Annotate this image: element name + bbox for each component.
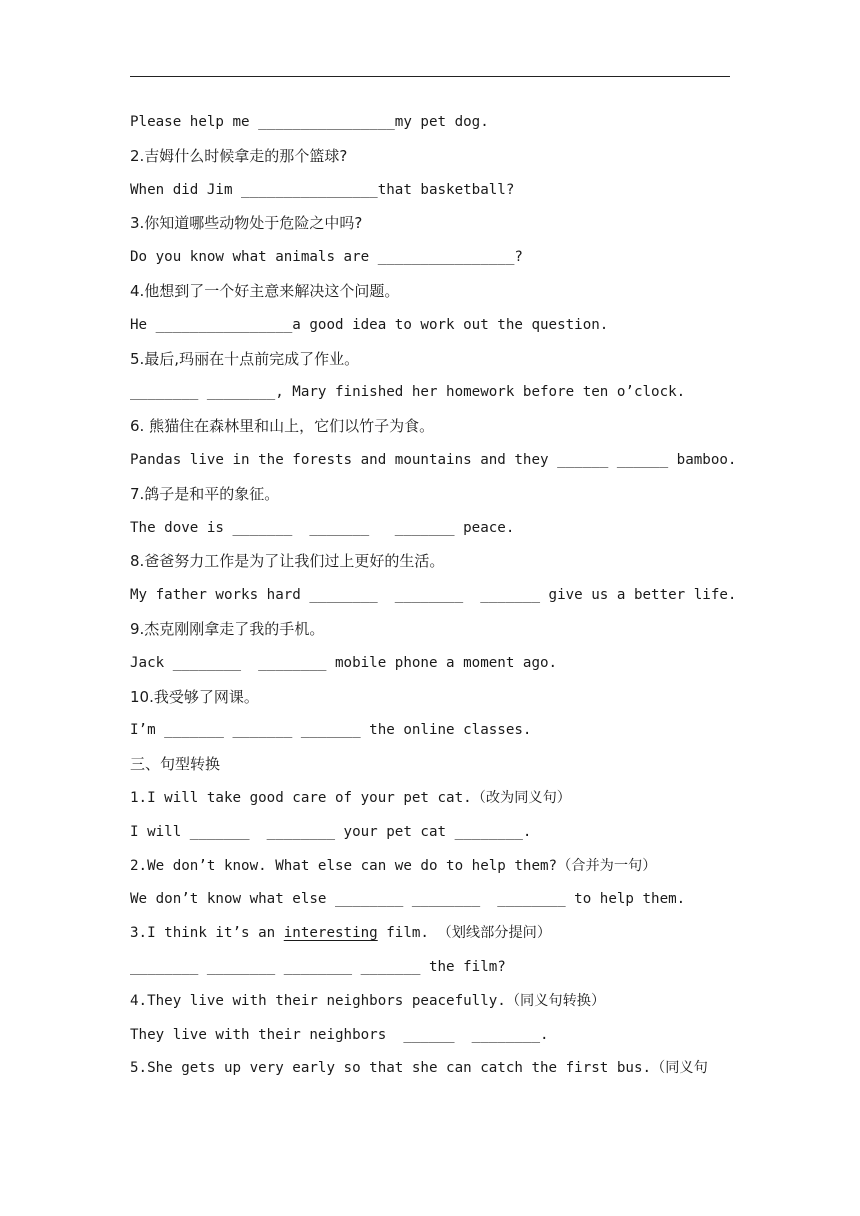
s3-q1-answer: I will _______ ________ your pet cat ________.	[130, 823, 532, 840]
q4-chinese: 4.他想到了一个好主意来解决这个问题。	[130, 281, 400, 300]
q7-english: The dove is _______ _______ _______ peace.	[130, 519, 515, 536]
s3-q3-prompt-tail: film. （划线部分提问）	[377, 925, 552, 942]
q7-chinese: 7.鸽子是和平的象征。	[130, 484, 280, 503]
q10-english: I’m _______ _______ _______ the online classes.	[130, 722, 532, 739]
s3-q2-prompt: 2.We don’t know. What else can we do to help them?（合并为一句）	[130, 857, 657, 874]
q8-english: My father works hard ________ ________ _______ give us a better life.	[130, 587, 737, 604]
q2-english: When did Jim ________________that basketball?	[130, 181, 515, 198]
underlined-word: interesting	[283, 925, 378, 942]
q5-english: ________ ________, Mary finished her homework before ten o’clock.	[130, 384, 686, 401]
exercise-lines	[130, 107, 737, 1087]
section-heading: 三、句型转换	[130, 755, 221, 774]
q2-chinese: 2.吉姆什么时候拿走的那个篮球?	[130, 146, 348, 165]
s3-q3-answer: ________ ________ ________ _______ the film?	[130, 958, 506, 975]
q3-english: Do you know what animals are ________________?	[130, 249, 523, 266]
q9-english: Jack ________ ________ mobile phone a moment ago.	[130, 654, 558, 671]
s3-q3-prompt	[130, 918, 730, 952]
header-rule	[130, 76, 730, 77]
q6-english: Pandas live in the forests and mountains and they ______ ______ bamboo.	[130, 451, 737, 468]
s3-q5-prompt: 5.She gets up very early so that she can catch the first bus.（同义句	[130, 1060, 708, 1077]
q6-chinese: 6. 熊猫住在森林里和山上，它们以竹子为食。	[130, 417, 435, 436]
q8-chinese: 8.爸爸努力工作是为了让我们过上更好的生活。	[130, 552, 445, 571]
q3-chinese: 3.你知道哪些动物处于危险之中吗?	[130, 214, 363, 233]
s3-q1-prompt: 1.I will take good care of your pet cat.（改为同义句）	[130, 789, 571, 806]
q10-chinese: 10.我受够了网课。	[130, 687, 259, 706]
q4-english: He ________________a good idea to work out the question.	[130, 316, 609, 333]
q1-english: Please help me ________________my pet dog.	[130, 114, 489, 130]
s3-q3-prompt-head: 3.I think it’s an	[130, 925, 284, 942]
s3-q4-answer: They live with their neighbors ______ ________.	[130, 1026, 549, 1043]
s3-q4-prompt: 4.They live with their neighbors peacefully.（同义句转换）	[130, 992, 606, 1009]
s3-q2-answer: We don’t know what else ________ ________ ________ to help them.	[130, 891, 686, 908]
q5-chinese: 5.最后,玛丽在十点前完成了作业。	[130, 349, 360, 368]
q9-chinese: 9.杰克刚刚拿走了我的手机。	[130, 619, 325, 638]
